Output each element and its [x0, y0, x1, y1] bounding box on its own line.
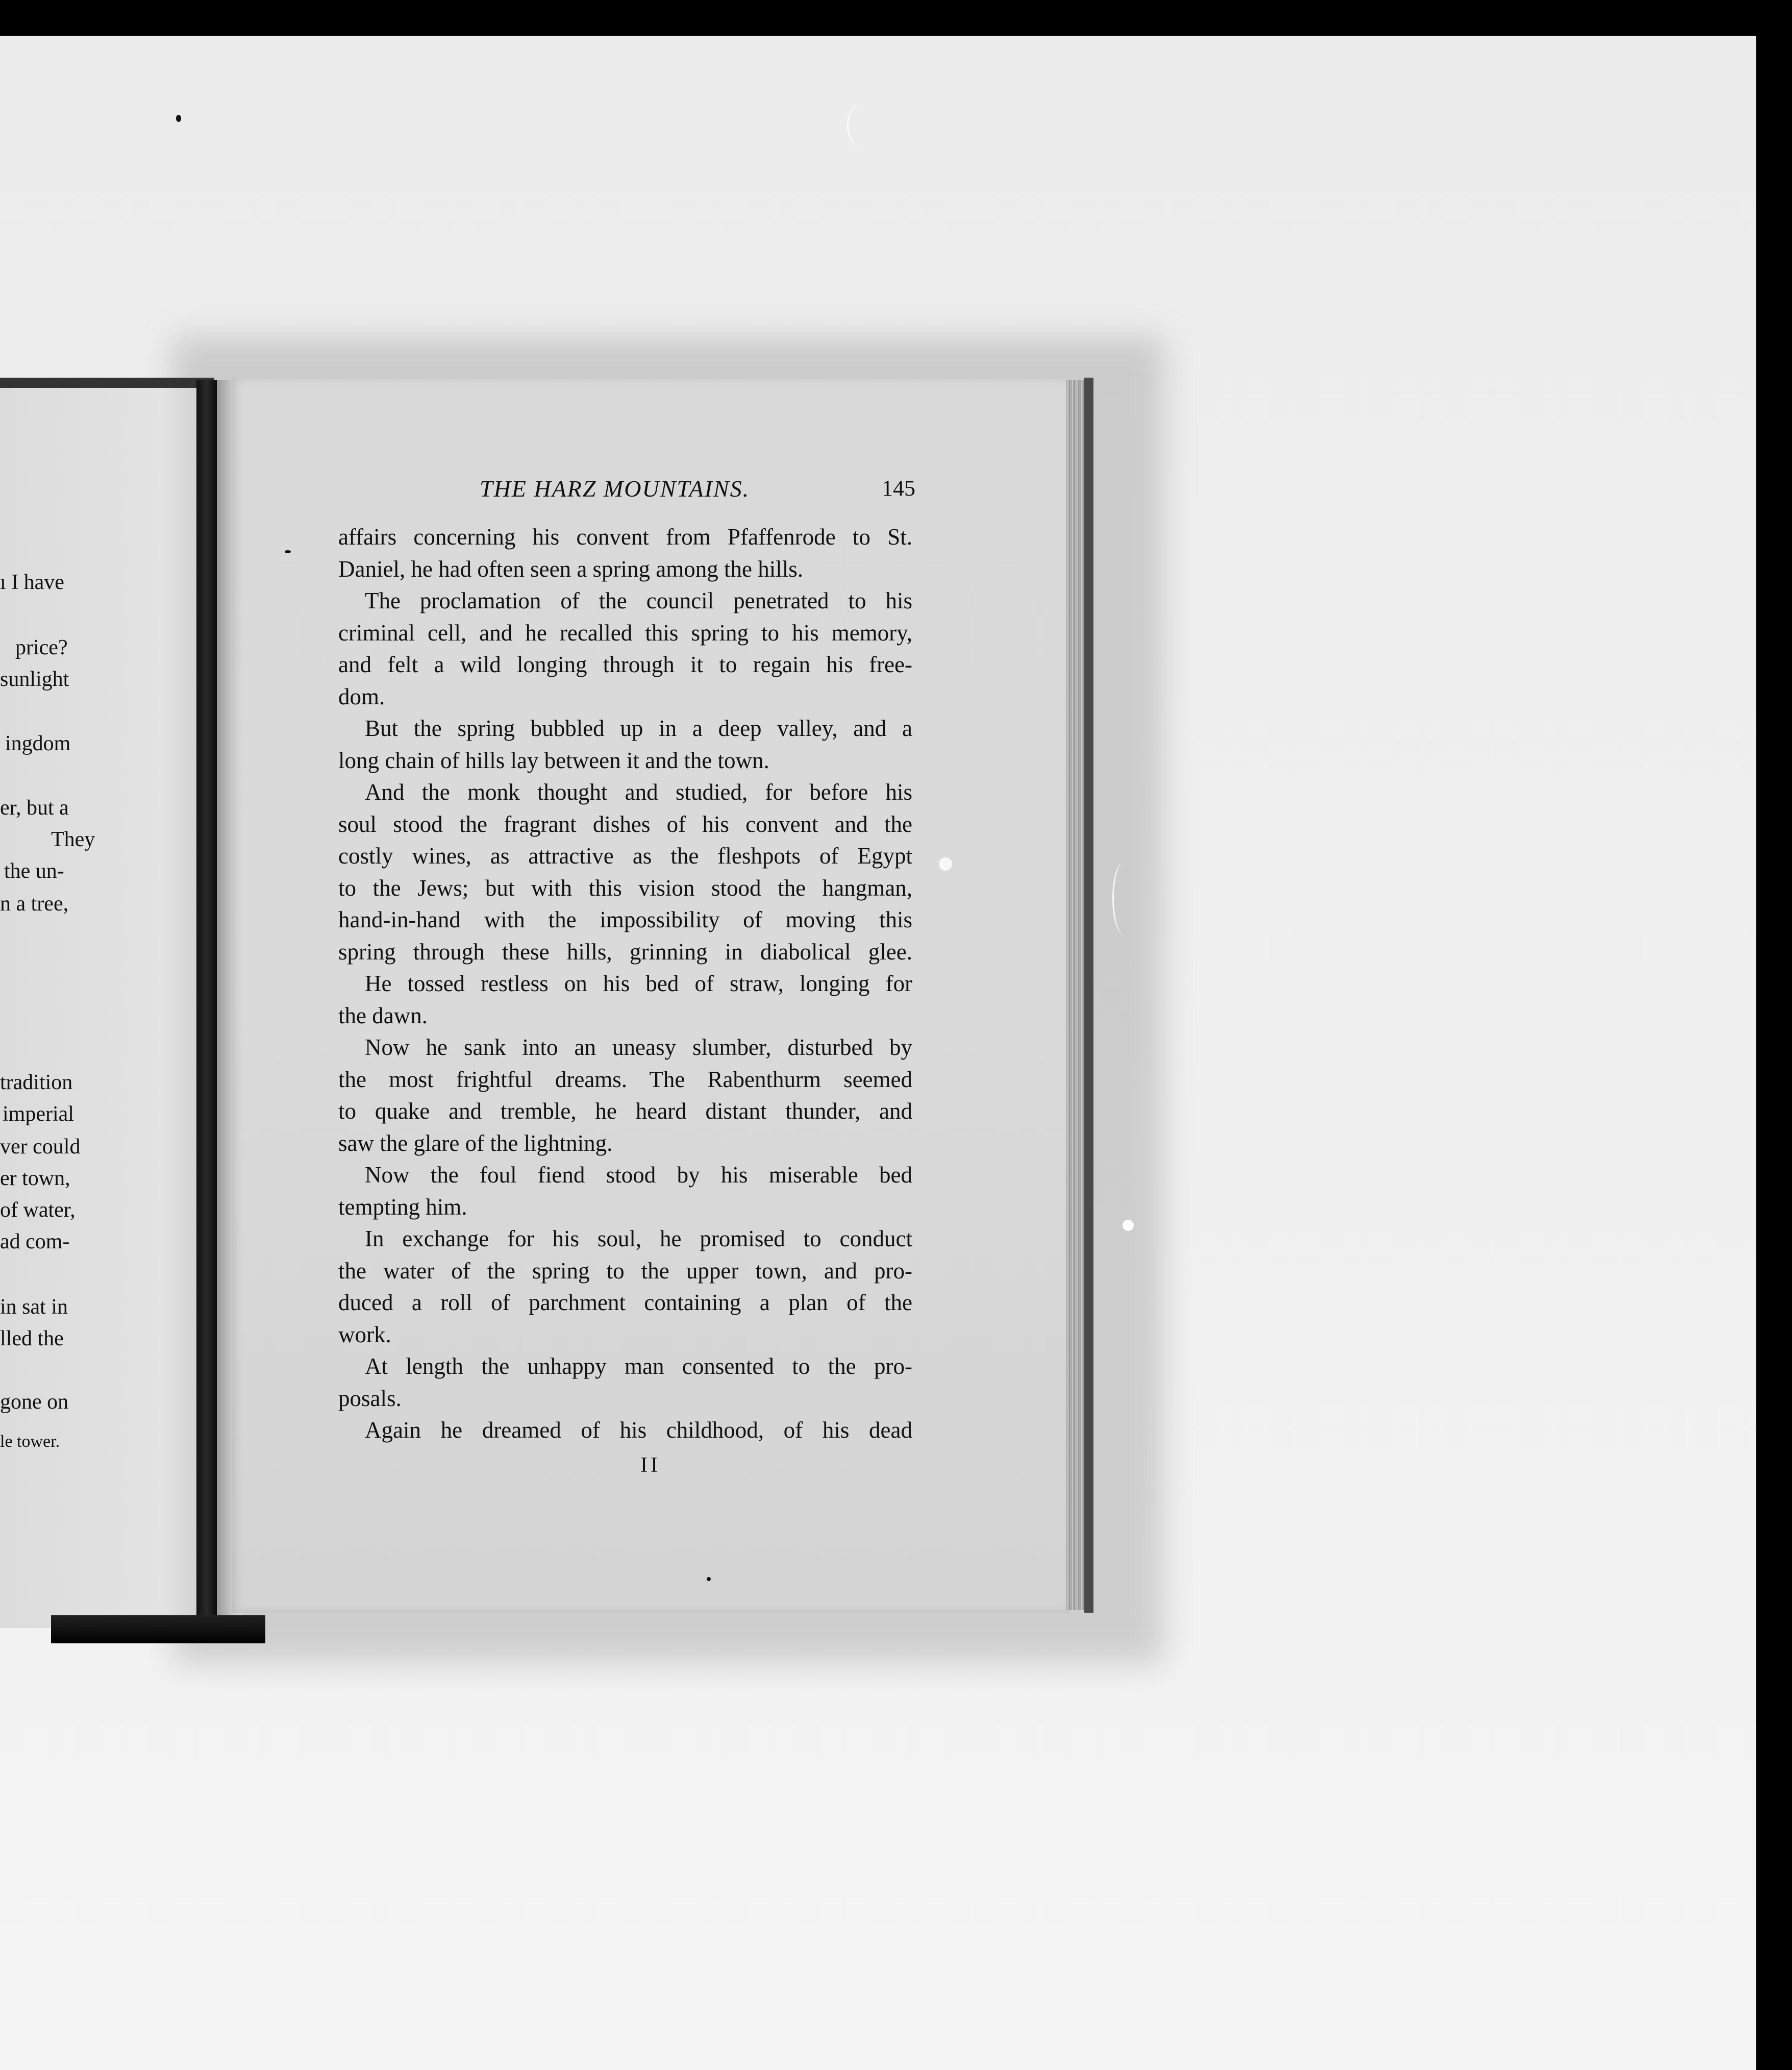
running-head: THE HARZ MOUNTAINS. [480, 476, 750, 502]
text-line: posals. [338, 1386, 402, 1411]
text-line: saw the glare of the lightning. [338, 1130, 613, 1156]
left-line: lled the [0, 1327, 64, 1350]
cover-bottom-edge [51, 1615, 265, 1643]
text-line: work. [338, 1322, 391, 1347]
left-line: price? [15, 636, 68, 659]
cover-edge [1084, 378, 1093, 1613]
left-line: the un- [4, 859, 64, 883]
left-line: ı I have [0, 571, 64, 594]
film-scratch [1112, 862, 1134, 934]
text-line: Now he sank into an uneasy slumber, disturbed by [365, 1034, 912, 1060]
text-line: long chain of hills lay between it and the town. [338, 748, 769, 773]
left-line: ver could [0, 1135, 81, 1159]
page-edges [1066, 380, 1087, 1610]
text-line: the most frightful dreams. The Rabenthurm seemed [338, 1067, 912, 1092]
left-line: ad com- [0, 1230, 70, 1253]
left-line: in sat in [0, 1295, 68, 1319]
left-line: imperial [3, 1102, 74, 1126]
text-line: dom. [338, 684, 385, 709]
left-line: of water, [0, 1198, 76, 1222]
text-line: tempting him. [338, 1194, 467, 1220]
text-line: But the spring bubbled up in a deep valley, and a [365, 716, 912, 741]
text-line: the dawn. [338, 1003, 428, 1028]
text-line: Daniel, he had often seen a spring among the hills. [338, 556, 804, 582]
dust-speck [176, 115, 181, 122]
text-line: Again he dreamed of his childhood, of his dead [365, 1417, 912, 1443]
film-border [1756, 36, 1792, 2070]
left-line: er, but a [0, 796, 69, 820]
text-line: At length the unhappy man consented to the pro- [365, 1353, 912, 1379]
film-spot [1123, 1220, 1134, 1231]
film-scratch [847, 102, 879, 148]
left-line: sunlight [0, 668, 69, 691]
text-line: and felt a wild longing through it to regain his free- [338, 652, 912, 677]
left-line: ingdom [5, 732, 71, 755]
text-line: affairs concerning his convent from Pfaffenrode to St. [338, 524, 912, 550]
text-line: Now the foul fiend stood by his miserable bed [365, 1162, 912, 1188]
text-line: And the monk thought and studied, for before his [365, 779, 912, 805]
text-line: to the Jews; but with this vision stood the hangman, [338, 875, 912, 901]
text-line: costly wines, as attractive as the fleshpots of Egypt [338, 843, 912, 869]
text-line: hand-in-hand with the impossibility of moving this [338, 907, 912, 932]
text-line: duced a roll of parchment containing a plan of the [338, 1290, 912, 1315]
dust-speck [707, 1577, 711, 1581]
text-line: criminal cell, and he recalled this spring to his memory, [338, 620, 912, 646]
left-cover-edge [0, 378, 214, 388]
text-line: He tossed restless on his bed of straw, longing for [365, 971, 912, 996]
signature-mark: II [640, 1453, 661, 1477]
left-line: gone on [0, 1390, 69, 1414]
text-line: In exchange for his soul, he promised to conduct [365, 1226, 912, 1251]
text-line: spring through these hills, grinning in diabolical glee. [338, 939, 912, 965]
left-line: er town, [0, 1167, 70, 1190]
text-line: to quake and tremble, he heard distant thunder, and [338, 1098, 912, 1124]
dust-speck [285, 550, 291, 553]
film-spot [939, 857, 952, 871]
left-line: le tower. [0, 1432, 60, 1451]
text-line: The proclamation of the council penetrated to his [365, 588, 912, 613]
left-line: tradition [0, 1071, 73, 1094]
left-line: n a tree, [0, 892, 69, 916]
text-line: the water of the spring to the upper town, and pro- [338, 1258, 912, 1284]
left-line: They [51, 828, 95, 851]
book-spine [196, 380, 217, 1641]
page-number: 145 [882, 476, 915, 501]
text-line: soul stood the fragrant dishes of his convent and the [338, 811, 912, 837]
